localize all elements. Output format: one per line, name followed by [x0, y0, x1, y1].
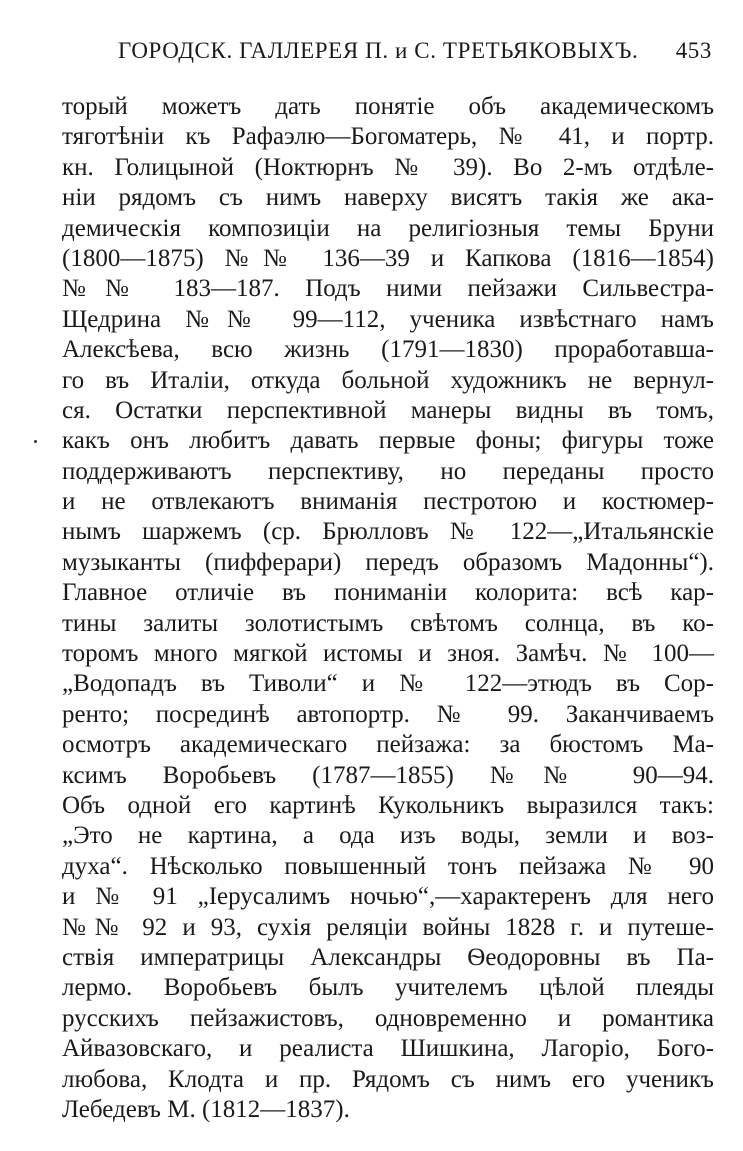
text-line-21: ренто; посрединѣ автопортр. № 99. Заканчиваемъ — [62, 700, 714, 728]
text-line-5: демическія композиціи на религіозныя темы Бруни — [62, 214, 714, 242]
text-line-6: (1800—1875) №№ 136—39 и Капкова (1816—1854) — [62, 244, 714, 272]
text-line-17: Главное отличіе въ пониманіи колорита: всѣ кар- — [62, 579, 714, 607]
text-line-15: нымъ шаржемъ (ср. Брюлловъ № 122—„Итальянскіе — [62, 518, 714, 546]
text-line-9: Алексѣева, всю жизнь (1791—1830) проработавша- — [62, 336, 714, 364]
text-line-13: поддерживаютъ перспективу, но переданы просто — [62, 457, 714, 485]
text-line-29: ствія императрицы Александры Ѳеодоровны въ Па- — [62, 943, 714, 971]
text-line-31: русскихъ пейзажистовъ, одновременно и романтика — [62, 1004, 714, 1032]
running-head — [118, 38, 712, 78]
text-line-33: любова, Клодта и пр. Рядомъ съ нимъ его ученикъ — [62, 1065, 714, 1093]
stray-ink-mark — [34, 440, 37, 443]
text-line-22: осмотръ академическаго пейзажа: за бюстомъ Ма- — [62, 731, 714, 759]
text-line-23: ксимъ Воробьевъ (1787—1855) №№ 90—94. — [62, 761, 714, 789]
text-line-3: кн. Голицыной (Ноктюрнъ № 39). Во 2-мъ отдѣле- — [62, 153, 714, 181]
text-line-2: тяготѣніи къ Рафаэлю—Богоматерь, № 41, и портр. — [62, 123, 714, 151]
body-text — [62, 92, 714, 1125]
text-line-24: Объ одной его картинѣ Кукольникъ выразился такъ: — [62, 791, 714, 819]
text-line-20: „Водопадъ въ Тиволи“ и № 122—этюдъ въ Сор- — [62, 670, 714, 698]
text-line-7: №№ 183—187. Подъ ними пейзажи Сильвестра- — [62, 275, 714, 303]
text-line-28: №№ 92 и 93, сухія реляціи войны 1828 г. и путеше- — [62, 913, 714, 941]
text-line-26: духа“. Нѣсколько повышенный тонъ пейзажа № 90 — [62, 852, 714, 880]
text-line-14: и не отвлекаютъ вниманія пестротою и костюмер- — [62, 488, 714, 516]
text-line-18: тины залиты золотистымъ свѣтомъ солнца, въ ко- — [62, 609, 714, 637]
text-line-27: и № 91 „Іерусалимъ ночью“,—характеренъ для него — [62, 883, 714, 911]
text-line-16: музыканты (пифферари) передъ образомъ Мадонны“). — [62, 548, 714, 576]
text-line-4: ніи рядомъ съ нимъ наверху висятъ такія же ака- — [62, 184, 714, 212]
page-number: 453 — [675, 38, 712, 63]
text-line-30: лермо. Воробьевъ былъ учителемъ цѣлой плеяды — [62, 974, 714, 1002]
text-line-32: Айвазовскаго, и реалиста Шишкина, Лагоріо, Бого- — [62, 1035, 714, 1063]
text-line-12: какъ онъ любитъ давать первые фоны; фигуры тоже — [62, 427, 714, 455]
text-line-34: Лебедевъ М. (1812—1837). — [62, 1095, 350, 1123]
running-title: ГОРОДСК. ГАЛЛЕРЕЯ П. и С. ТРЕТЬЯКОВЫХЪ. — [118, 38, 639, 63]
text-line-19: торомъ много мягкой истомы и зноя. Замѣч. № 100— — [62, 640, 714, 668]
text-line-11: ся. Остатки перспективной манеры видны въ томъ, — [62, 396, 714, 424]
text-line-25: „Это не картина, а ода изъ воды, земли и воз- — [62, 822, 714, 850]
text-line-1: торый можетъ дать понятіе объ академическомъ — [62, 93, 714, 120]
text-line-10: го въ Италіи, откуда больной художникъ не вернул- — [62, 366, 714, 394]
text-line-8: Щедрина №№ 99—112, ученика извѣстнаго намъ — [62, 305, 714, 333]
